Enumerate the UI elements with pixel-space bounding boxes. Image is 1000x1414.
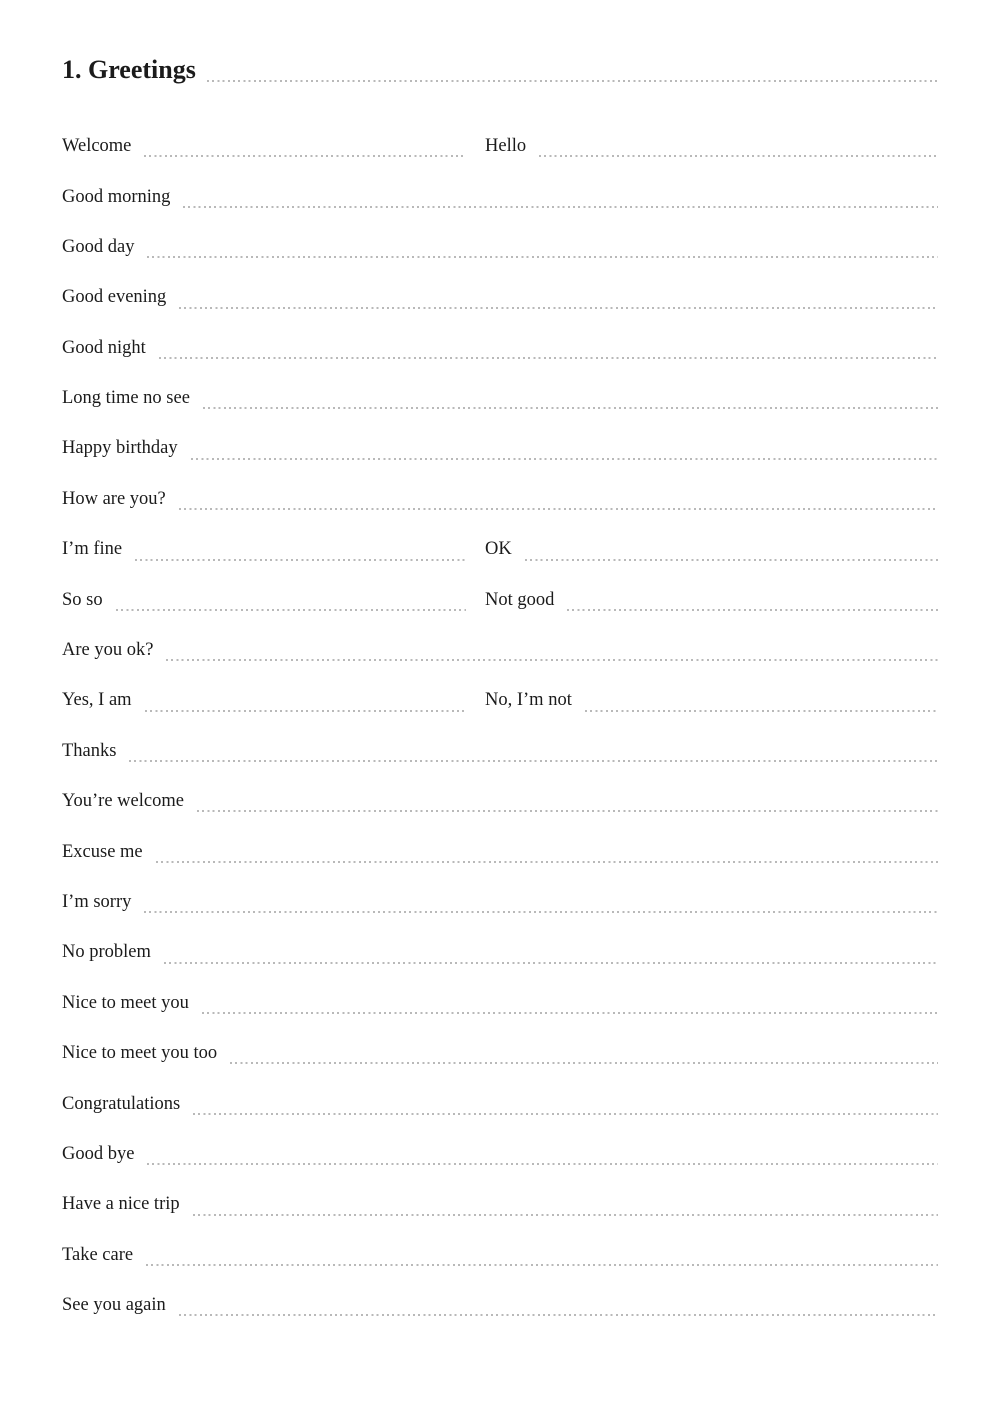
answer-line [202, 1012, 938, 1014]
phrase-label: Good morning [62, 186, 171, 207]
phrase-cell-left [62, 438, 938, 459]
answer-line [525, 559, 938, 561]
phrase-row [62, 157, 938, 207]
phrase-cell-left [62, 489, 938, 510]
answer-line [147, 256, 938, 258]
answer-line [156, 861, 938, 863]
answer-line [144, 911, 938, 913]
answer-line [144, 155, 466, 157]
phrase-cell-left [62, 237, 938, 258]
phrase-cell-right [485, 136, 938, 157]
phrase-row [62, 913, 938, 963]
page-title: 1. Greetings [62, 55, 196, 84]
phrase-row [62, 258, 938, 308]
answer-line [166, 659, 938, 661]
phrase-label: Have a nice trip [62, 1194, 180, 1215]
answer-line [159, 357, 938, 359]
phrase-row [62, 1115, 938, 1165]
phrase-row [62, 1064, 938, 1114]
phrase-cell-left [62, 287, 938, 308]
answer-line [147, 1163, 938, 1165]
title-answer-line [207, 80, 938, 82]
answer-line [164, 962, 938, 964]
answer-line [135, 559, 466, 561]
phrase-label: Take care [62, 1244, 134, 1265]
phrase-row [62, 611, 938, 661]
answer-line [179, 307, 938, 309]
phrase-cell-left [62, 741, 938, 762]
phrase-row [62, 1216, 938, 1266]
answer-line [193, 1214, 938, 1216]
phrase-label: No, I’m not [485, 690, 572, 711]
answer-line [197, 810, 938, 812]
answer-line [145, 710, 466, 712]
phrase-label: Congratulations [62, 1093, 181, 1114]
phrase-cell-right [485, 690, 938, 711]
phrase-row [62, 812, 938, 862]
phrase-label: No problem [62, 942, 151, 963]
phrase-cell-left [62, 1043, 938, 1064]
phrase-cell-left [62, 993, 938, 1014]
phrase-cell-left [62, 590, 466, 611]
phrase-cell-left [62, 640, 938, 661]
phrase-row [62, 409, 938, 459]
phrase-label: Good night [62, 337, 146, 358]
phrase-label: Good day [62, 236, 135, 257]
phrase-label: Nice to meet you [62, 992, 189, 1013]
phrase-cell-left [62, 1094, 938, 1115]
phrase-row [62, 510, 938, 560]
phrase-cell-left [62, 892, 938, 913]
phrase-label: Are you ok? [62, 640, 154, 661]
answer-line [203, 407, 938, 409]
phrase-label: I’m fine [62, 539, 123, 560]
phrase-cell-left [62, 338, 938, 359]
phrase-row [62, 359, 938, 409]
phrase-label: How are you? [62, 488, 166, 509]
phrase-cell-left [62, 388, 938, 409]
answer-line [179, 1314, 938, 1316]
phrase-cell-left [62, 690, 466, 711]
phrase-cell-left [62, 791, 938, 812]
answer-line [183, 206, 938, 208]
phrase-label: You’re welcome [62, 791, 184, 812]
phrase-label: Happy birthday [62, 438, 178, 459]
phrase-label: Good bye [62, 1143, 135, 1164]
phrase-cell-left [62, 1245, 938, 1266]
phrase-cell-left [62, 136, 466, 157]
phrase-cell-left [62, 942, 938, 963]
phrase-row [62, 460, 938, 510]
phrase-label: Good evening [62, 287, 167, 308]
phrase-label: OK [485, 539, 512, 560]
answer-line [585, 710, 938, 712]
phrase-row [62, 712, 938, 762]
phrase-row [62, 107, 938, 157]
phrase-label: See you again [62, 1295, 166, 1316]
phrase-cell-right [485, 590, 938, 611]
answer-line [191, 458, 938, 460]
phrase-label: I’m sorry [62, 891, 132, 912]
answer-line [567, 609, 938, 611]
phrase-cell-left [62, 1144, 938, 1165]
phrase-cell-left [62, 842, 938, 863]
phrase-row [62, 964, 938, 1014]
phrase-label: Nice to meet you too [62, 1043, 218, 1064]
phrase-label: Thanks [62, 740, 117, 761]
phrase-cell-left [62, 187, 938, 208]
phrase-row [62, 762, 938, 812]
phrase-cell-right [485, 539, 938, 560]
phrase-cell-left [62, 1295, 938, 1316]
answer-line [193, 1113, 938, 1115]
phrase-row [62, 208, 938, 258]
phrase-label: Not good [485, 589, 555, 610]
phrase-row [62, 561, 938, 611]
phrase-row [62, 309, 938, 359]
answer-line [129, 760, 938, 762]
phrase-cell-left [62, 539, 466, 560]
phrase-row [62, 1165, 938, 1215]
answer-line [146, 1264, 938, 1266]
answer-line [539, 155, 938, 157]
phrase-row [62, 1266, 938, 1316]
answer-line [116, 609, 466, 611]
phrase-row [62, 863, 938, 913]
phrase-label: Welcome [62, 136, 132, 157]
phrase-row [62, 661, 938, 711]
answer-line [179, 508, 938, 510]
phrase-label: Hello [485, 136, 527, 157]
phrase-label: So so [62, 589, 103, 610]
phrase-rows [62, 107, 938, 1316]
phrase-label: Yes, I am [62, 690, 132, 711]
title-row [62, 57, 938, 83]
phrase-label: Excuse me [62, 841, 143, 862]
phrase-row [62, 1014, 938, 1064]
answer-line [230, 1062, 938, 1064]
phrase-cell-left [62, 1194, 938, 1215]
phrase-label: Long time no see [62, 388, 190, 409]
